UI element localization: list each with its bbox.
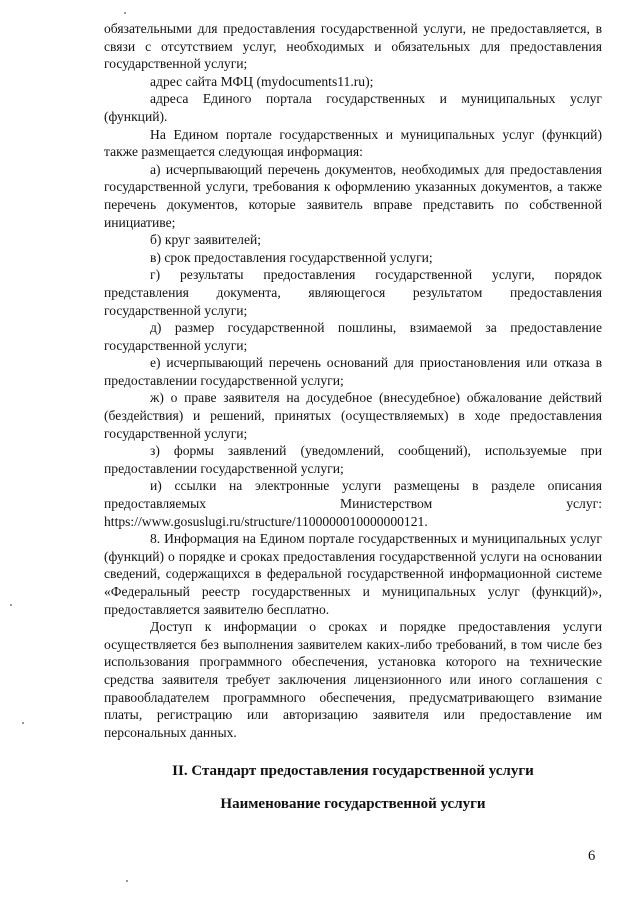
scan-speck [124,12,126,14]
page-number: 6 [588,848,596,864]
paragraph-portal-info-intro: На Едином портале государственных и муниципальных услуг (функций) также размещается следующая информация: [104,126,602,160]
scan-speck [22,722,24,724]
paragraph-mfc-site: адрес сайта МФЦ (mydocuments11.ru); [150,73,374,89]
subsection-heading: Наименование государственной услуги [220,796,486,812]
list-item-v: в) срок предоставления государственной услуги; [150,249,433,265]
scan-speck [10,604,12,606]
paragraph-8: 8. Информация на Едином портале государственных и муниципальных услуг (функций) о порядке и сроках предоставления государственной услуги на основании сведений, содержащихся в федеральной государственной информационной системе «Федеральный реестр государственных и муниципальных услуг (функций)», предоставляется заявителю бесплатно. [104,531,602,617]
list-item-g: г) результаты предоставления государственной услуги, порядок представления документа, являющегося результатом предоставления государственной услуги; [104,267,602,318]
paragraph-required-services: обязательными для предоставления государственной услуги, не предоставляется, в связи с отсутствием услуг, необходимых и обязательных для предоставления государственной услуги; [104,21,602,72]
list-item-z: з) формы заявлений (уведомлений, сообщений), используемые при предоставлении государственной услуги; [104,443,602,476]
list-item-a: а) исчерпывающий перечень документов, необходимых для предоставления государственной услуги, требования к оформлению указанных документов, а также перечень документов, которые заявитель вправе представить по собственной инициативе; [104,161,602,230]
list-item-e: е) исчерпывающий перечень оснований для приостановления или отказа в предоставлении государственной услуги; [104,355,602,388]
scan-speck [126,880,128,882]
list-item-i: и) ссылки на электронные услуги размещены в разделе описания предоставляемых Министерством услуг: https://www.gosuslugi.ru/structure/1100000010000000121. [104,478,602,529]
section-heading: II. Стандарт предоставления государственной услуги [172,763,534,779]
paragraph-portal-address: адреса Единого портала государственных и муниципальных услуг (функций). [104,91,602,124]
list-item-zh: ж) о праве заявителя на досудебное (внесудебное) обжалование действий (бездействия) и решений, принятых (осуществляемых) в ходе предоставления государственной услуги; [104,390,602,441]
paragraph-access: Доступ к информации о сроках и порядке предоставления услуги осуществляется без выполнения заявителем каких-либо требований, в том числе без использования программного обеспечения, установка которого на технические средства заявителя требует заключения лицензионного или иного соглашения с правообладателем программного обеспечения, предусматривающего взимание платы, регистрацию или авторизацию заявителя или предоставление им персональных данных. [104,619,602,740]
document-body [104,20,602,741]
list-item-b: б) круг заявителей; [150,232,262,248]
list-item-d: д) размер государственной пошлины, взимаемой за предоставление государственной услуги; [104,320,602,353]
